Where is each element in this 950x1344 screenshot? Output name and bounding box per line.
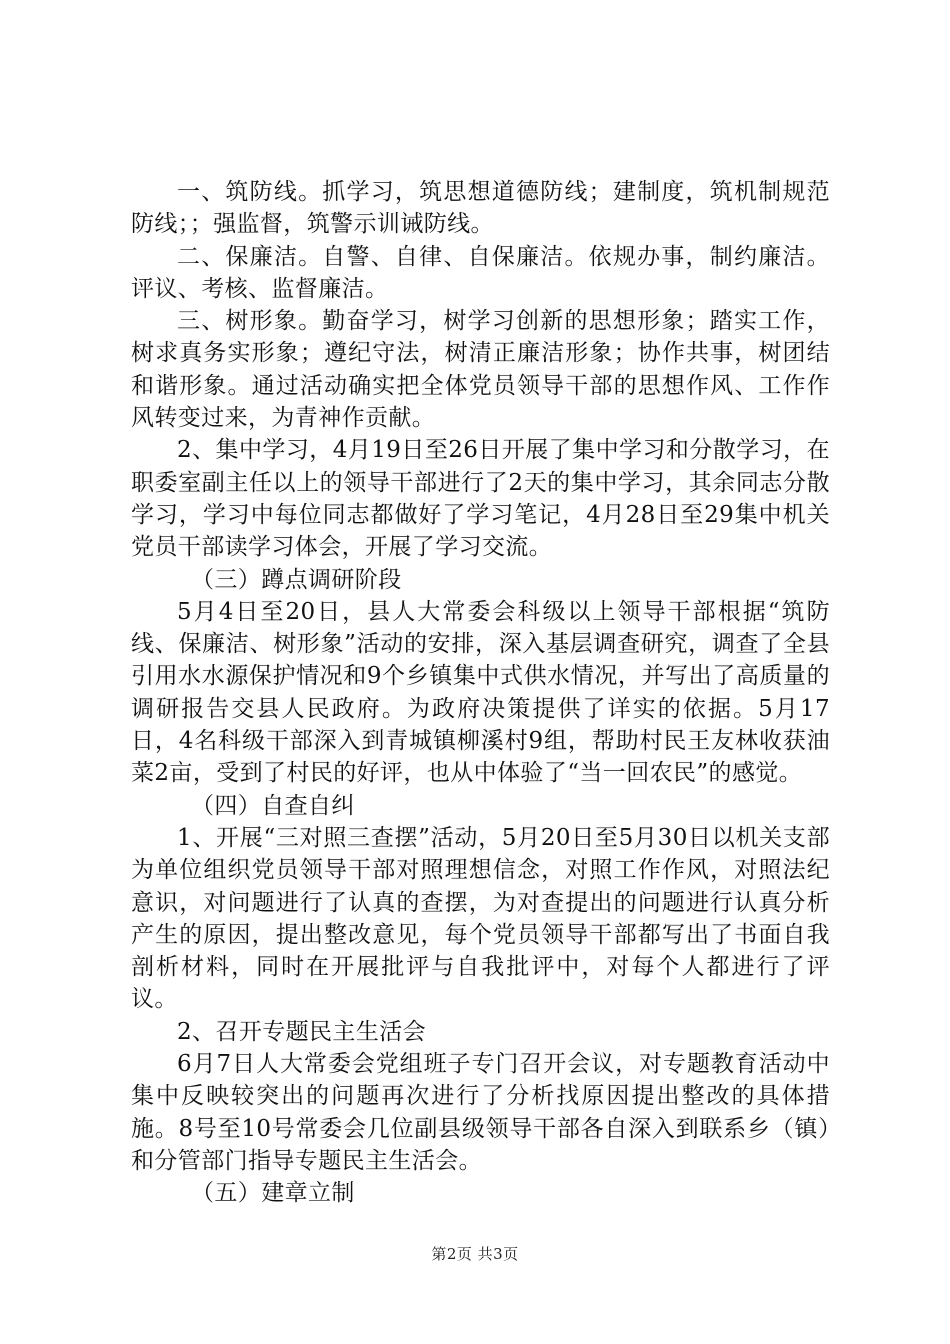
page-number-footer: 第2页 共3页 <box>431 1245 519 1263</box>
paragraph-build-defense: 一、筑防线。抓学习，筑思想道德防线；建制度，筑机制规范防线；；强监督，筑警示训诫防线。 <box>131 179 830 238</box>
section-heading-self-inspection: （四）自查自纠 <box>191 792 355 819</box>
section-heading-rules: （五）建章立制 <box>191 1180 355 1207</box>
subheading-democratic-meeting: 2、召开专题民主生活会 <box>177 1018 427 1045</box>
paragraph-democratic-meeting: 6月7日人大常委会党组班子专门召开会议，对专题教育活动中集中反映较突出的问题再次进行了分析找原因提出整改的具体措施。8号至10号常委会几位副县级领导干部各自深入到联系乡（镇）和分管部门指导专题民主生活会。 <box>131 1051 830 1174</box>
paragraph-three-comparisons: 1、开展“三对照三查摆”活动，5月20日至5月30日以机关支部为单位组织党员领导干部对照理想信念，对照工作作风，对照法纪意识，对问题进行了认真的查摆，为对查提出的问题进行认真分析产生的原因，提出整改意见，每个党员领导干部都写出了书面自我剖析材料，同时在开展批评与自我批评中，对每个人都进行了评议。 <box>131 824 830 1013</box>
document-body <box>131 176 830 1210</box>
paragraph-build-image: 三、树形象。勤奋学习，树学习创新的思想形象；踏实工作，树求真务实形象；遵纪守法，树清正廉洁形象；协作共事，树团结和谐形象。通过活动确实把全体党员领导干部的思想作风、工作作风转变过来，为青神作贡献。 <box>131 308 830 432</box>
paragraph-research: 5月4日至20日，县人大常委会科级以上领导干部根据“筑防线、保廉洁、树形象”活动的安排，深入基层调查研究，调查了全县引用水水源保护情况和9个乡镇集中式供水情况，并写出了高质量的调研报告交县人民政府。为政府决策提供了详实的依据。5月17日，4名科级干部深入到青城镇柳溪村9组，帮助村民王友林收获油菜2亩，受到了村民的好评，也从中体验了“当一回农民”的感觉。 <box>131 598 830 787</box>
paragraph-keep-clean: 二、保廉洁。自警、自律、自保廉洁。依规办事，制约廉洁。评议、考核、监督廉洁。 <box>131 243 830 302</box>
section-heading-research: （三）蹲点调研阶段 <box>191 566 402 593</box>
paragraph-centralized-study: 2、集中学习，4月19日至26日开展了集中学习和分散学习，在职委室副主任以上的领导干部进行了2天的集中学习，其余同志分散学习，学习中每位同志都做好了学习笔记，4月28日至29集中机关党员干部读学习体会，开展了学习交流。 <box>131 437 830 561</box>
